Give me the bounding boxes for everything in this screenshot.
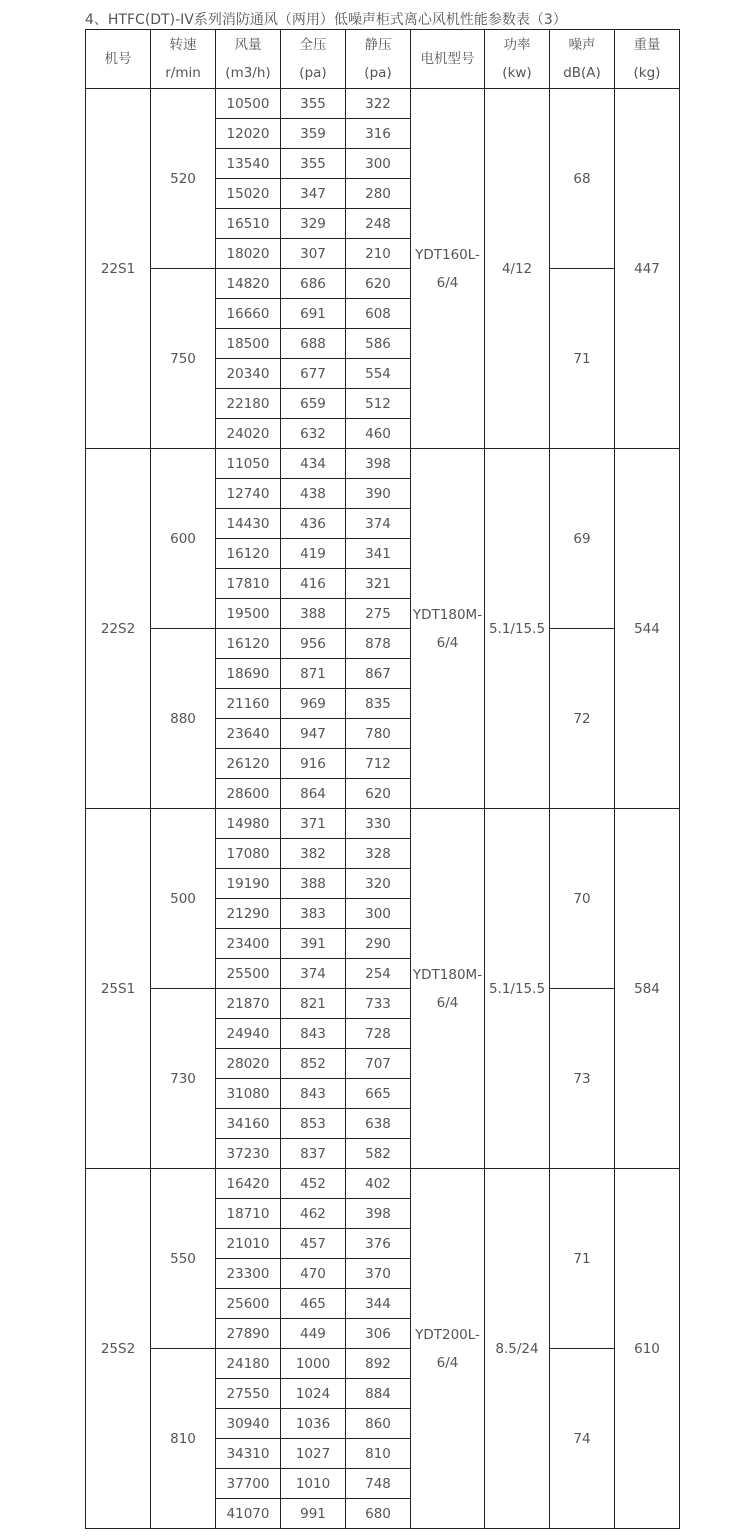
airflow-cell: 24940 <box>216 1019 281 1049</box>
total-pressure-cell: 1027 <box>281 1439 346 1469</box>
performance-table <box>85 29 680 1529</box>
static-pressure-cell: 328 <box>346 839 411 869</box>
airflow-cell: 14980 <box>216 809 281 839</box>
airflow-cell: 12740 <box>216 479 281 509</box>
total-pressure-cell: 843 <box>281 1079 346 1109</box>
total-pressure-cell: 359 <box>281 119 346 149</box>
airflow-cell: 16420 <box>216 1169 281 1199</box>
total-pressure-cell: 388 <box>281 869 346 899</box>
airflow-cell: 14430 <box>216 509 281 539</box>
airflow-cell: 24020 <box>216 419 281 449</box>
speed-cell: 750 <box>151 269 216 449</box>
airflow-cell: 18020 <box>216 239 281 269</box>
total-pressure-cell: 355 <box>281 149 346 179</box>
noise-cell: 73 <box>550 989 615 1169</box>
weight-cell: 544 <box>615 449 680 809</box>
static-pressure-cell: 290 <box>346 929 411 959</box>
motor-model-line2: 6/4 <box>436 1354 459 1371</box>
total-pressure-cell: 969 <box>281 689 346 719</box>
static-pressure-cell: 316 <box>346 119 411 149</box>
total-pressure-cell: 470 <box>281 1259 346 1289</box>
header-weight <box>615 30 680 89</box>
static-pressure-cell: 460 <box>346 419 411 449</box>
static-pressure-cell: 582 <box>346 1139 411 1169</box>
airflow-cell: 31080 <box>216 1079 281 1109</box>
static-pressure-cell: 638 <box>346 1109 411 1139</box>
airflow-cell: 25600 <box>216 1289 281 1319</box>
static-pressure-cell: 376 <box>346 1229 411 1259</box>
model-cell: 22S1 <box>86 89 151 449</box>
static-pressure-cell: 835 <box>346 689 411 719</box>
airflow-cell: 21870 <box>216 989 281 1019</box>
static-pressure-cell: 398 <box>346 449 411 479</box>
airflow-cell: 17080 <box>216 839 281 869</box>
header-static-pressure-label: 静压 <box>364 37 392 53</box>
airflow-cell: 11050 <box>216 449 281 479</box>
motor-model-line1: YDT160L- <box>415 246 480 263</box>
airflow-cell: 16660 <box>216 299 281 329</box>
static-pressure-cell: 707 <box>346 1049 411 1079</box>
airflow-cell: 25500 <box>216 959 281 989</box>
static-pressure-cell: 321 <box>346 569 411 599</box>
total-pressure-cell: 871 <box>281 659 346 689</box>
airflow-cell: 37230 <box>216 1139 281 1169</box>
speed-cell: 880 <box>151 629 216 809</box>
static-pressure-cell: 322 <box>346 89 411 119</box>
header-total-pressure-label: 全压 <box>299 37 327 53</box>
motor-cell <box>411 809 485 1169</box>
header-noise <box>550 30 615 89</box>
noise-cell: 68 <box>550 89 615 269</box>
airflow-cell: 16120 <box>216 539 281 569</box>
airflow-cell: 26120 <box>216 749 281 779</box>
airflow-cell: 41070 <box>216 1499 281 1529</box>
static-pressure-cell: 300 <box>346 899 411 929</box>
header-static-pressure-unit: (pa) <box>364 65 392 81</box>
speed-cell: 730 <box>151 989 216 1169</box>
static-pressure-cell: 810 <box>346 1439 411 1469</box>
total-pressure-cell: 438 <box>281 479 346 509</box>
airflow-cell: 23400 <box>216 929 281 959</box>
weight-cell: 610 <box>615 1169 680 1529</box>
motor-cell <box>411 89 485 449</box>
power-cell: 8.5/24 <box>485 1169 550 1529</box>
total-pressure-cell: 436 <box>281 509 346 539</box>
airflow-cell: 17810 <box>216 569 281 599</box>
weight-cell: 584 <box>615 809 680 1169</box>
header-static-pressure <box>346 30 411 89</box>
table-row <box>86 809 680 839</box>
total-pressure-cell: 1024 <box>281 1379 346 1409</box>
header-airflow-label: 风量 <box>234 37 262 53</box>
motor-cell <box>411 1169 485 1529</box>
noise-cell: 70 <box>550 809 615 989</box>
static-pressure-cell: 620 <box>346 779 411 809</box>
airflow-cell: 21290 <box>216 899 281 929</box>
airflow-cell: 18690 <box>216 659 281 689</box>
static-pressure-cell: 780 <box>346 719 411 749</box>
static-pressure-cell: 390 <box>346 479 411 509</box>
static-pressure-cell: 620 <box>346 269 411 299</box>
noise-cell: 74 <box>550 1349 615 1529</box>
header-model-label: 机号 <box>104 51 132 67</box>
motor-model-line2: 6/4 <box>436 994 459 1011</box>
total-pressure-cell: 956 <box>281 629 346 659</box>
total-pressure-cell: 452 <box>281 1169 346 1199</box>
airflow-cell: 23640 <box>216 719 281 749</box>
total-pressure-cell: 449 <box>281 1319 346 1349</box>
airflow-cell: 19500 <box>216 599 281 629</box>
airflow-cell: 10500 <box>216 89 281 119</box>
airflow-cell: 19190 <box>216 869 281 899</box>
total-pressure-cell: 371 <box>281 809 346 839</box>
motor-model-line1: YDT180M- <box>412 966 483 983</box>
motor-cell <box>411 449 485 809</box>
total-pressure-cell: 462 <box>281 1199 346 1229</box>
motor-model-line2: 6/4 <box>436 274 459 291</box>
motor-model-line1: YDT200L- <box>415 1326 480 1343</box>
header-total-pressure <box>281 30 346 89</box>
speed-cell: 550 <box>151 1169 216 1349</box>
airflow-cell: 20340 <box>216 359 281 389</box>
total-pressure-cell: 457 <box>281 1229 346 1259</box>
total-pressure-cell: 383 <box>281 899 346 929</box>
static-pressure-cell: 320 <box>346 869 411 899</box>
airflow-cell: 18500 <box>216 329 281 359</box>
header-airflow <box>216 30 281 89</box>
airflow-cell: 37700 <box>216 1469 281 1499</box>
static-pressure-cell: 398 <box>346 1199 411 1229</box>
static-pressure-cell: 344 <box>346 1289 411 1319</box>
total-pressure-cell: 419 <box>281 539 346 569</box>
header-airflow-unit: (m3/h) <box>225 65 271 81</box>
airflow-cell: 27890 <box>216 1319 281 1349</box>
static-pressure-cell: 680 <box>346 1499 411 1529</box>
table-row <box>86 269 680 299</box>
total-pressure-cell: 1010 <box>281 1469 346 1499</box>
static-pressure-cell: 608 <box>346 299 411 329</box>
total-pressure-cell: 329 <box>281 209 346 239</box>
static-pressure-cell: 254 <box>346 959 411 989</box>
power-cell: 4/12 <box>485 89 550 449</box>
total-pressure-cell: 374 <box>281 959 346 989</box>
speed-cell: 520 <box>151 89 216 269</box>
header-weight-label: 重量 <box>633 37 661 53</box>
static-pressure-cell: 728 <box>346 1019 411 1049</box>
total-pressure-cell: 391 <box>281 929 346 959</box>
header-power-unit: (kw) <box>502 65 532 81</box>
header-power <box>485 30 550 89</box>
total-pressure-cell: 1036 <box>281 1409 346 1439</box>
airflow-cell: 27550 <box>216 1379 281 1409</box>
total-pressure-cell: 434 <box>281 449 346 479</box>
static-pressure-cell: 330 <box>346 809 411 839</box>
airflow-cell: 28020 <box>216 1049 281 1079</box>
static-pressure-cell: 554 <box>346 359 411 389</box>
airflow-cell: 16120 <box>216 629 281 659</box>
total-pressure-cell: 388 <box>281 599 346 629</box>
model-cell: 25S2 <box>86 1169 151 1529</box>
static-pressure-cell: 748 <box>346 1469 411 1499</box>
airflow-cell: 24180 <box>216 1349 281 1379</box>
table-row <box>86 449 680 479</box>
airflow-cell: 28600 <box>216 779 281 809</box>
header-row <box>86 30 680 89</box>
header-noise-unit: dB(A) <box>563 65 601 81</box>
total-pressure-cell: 852 <box>281 1049 346 1079</box>
airflow-cell: 34310 <box>216 1439 281 1469</box>
table-row <box>86 989 680 1019</box>
table-row <box>86 1169 680 1199</box>
airflow-cell: 23300 <box>216 1259 281 1289</box>
total-pressure-cell: 355 <box>281 89 346 119</box>
total-pressure-cell: 347 <box>281 179 346 209</box>
noise-cell: 71 <box>550 269 615 449</box>
header-total-pressure-unit: (pa) <box>299 65 327 81</box>
table-row <box>86 1349 680 1379</box>
total-pressure-cell: 691 <box>281 299 346 329</box>
power-cell: 5.1/15.5 <box>485 449 550 809</box>
header-motor <box>411 30 485 89</box>
header-speed <box>151 30 216 89</box>
total-pressure-cell: 864 <box>281 779 346 809</box>
static-pressure-cell: 878 <box>346 629 411 659</box>
noise-cell: 69 <box>550 449 615 629</box>
total-pressure-cell: 465 <box>281 1289 346 1319</box>
static-pressure-cell: 586 <box>346 329 411 359</box>
total-pressure-cell: 947 <box>281 719 346 749</box>
total-pressure-cell: 659 <box>281 389 346 419</box>
model-cell: 22S2 <box>86 449 151 809</box>
airflow-cell: 30940 <box>216 1409 281 1439</box>
header-power-label: 功率 <box>503 37 531 53</box>
table-row <box>86 629 680 659</box>
table-row <box>86 89 680 119</box>
static-pressure-cell: 300 <box>346 149 411 179</box>
total-pressure-cell: 307 <box>281 239 346 269</box>
static-pressure-cell: 341 <box>346 539 411 569</box>
header-weight-unit: (kg) <box>633 65 661 81</box>
total-pressure-cell: 416 <box>281 569 346 599</box>
total-pressure-cell: 853 <box>281 1109 346 1139</box>
header-noise-label: 噪声 <box>568 37 596 53</box>
static-pressure-cell: 280 <box>346 179 411 209</box>
header-speed-unit: r/min <box>165 65 201 81</box>
airflow-cell: 34160 <box>216 1109 281 1139</box>
total-pressure-cell: 916 <box>281 749 346 779</box>
airflow-cell: 12020 <box>216 119 281 149</box>
total-pressure-cell: 382 <box>281 839 346 869</box>
static-pressure-cell: 512 <box>346 389 411 419</box>
motor-model-line2: 6/4 <box>436 634 459 651</box>
airflow-cell: 21160 <box>216 689 281 719</box>
speed-cell: 500 <box>151 809 216 989</box>
total-pressure-cell: 837 <box>281 1139 346 1169</box>
airflow-cell: 15020 <box>216 179 281 209</box>
power-cell: 5.1/15.5 <box>485 809 550 1169</box>
noise-cell: 72 <box>550 629 615 809</box>
speed-cell: 600 <box>151 449 216 629</box>
table-title: 4、HTFC(DT)-IV系列消防通风（两用）低噪声柜式离心风机性能参数表（3） <box>85 12 567 28</box>
model-cell: 25S1 <box>86 809 151 1169</box>
airflow-cell: 14820 <box>216 269 281 299</box>
static-pressure-cell: 370 <box>346 1259 411 1289</box>
weight-cell: 447 <box>615 89 680 449</box>
total-pressure-cell: 843 <box>281 1019 346 1049</box>
total-pressure-cell: 686 <box>281 269 346 299</box>
static-pressure-cell: 402 <box>346 1169 411 1199</box>
total-pressure-cell: 821 <box>281 989 346 1019</box>
static-pressure-cell: 275 <box>346 599 411 629</box>
header-model <box>86 30 151 89</box>
airflow-cell: 18710 <box>216 1199 281 1229</box>
airflow-cell: 13540 <box>216 149 281 179</box>
static-pressure-cell: 306 <box>346 1319 411 1349</box>
total-pressure-cell: 632 <box>281 419 346 449</box>
noise-cell: 71 <box>550 1169 615 1349</box>
total-pressure-cell: 1000 <box>281 1349 346 1379</box>
airflow-cell: 16510 <box>216 209 281 239</box>
static-pressure-cell: 867 <box>346 659 411 689</box>
static-pressure-cell: 733 <box>346 989 411 1019</box>
motor-model-line1: YDT180M- <box>412 606 483 623</box>
total-pressure-cell: 677 <box>281 359 346 389</box>
static-pressure-cell: 860 <box>346 1409 411 1439</box>
total-pressure-cell: 991 <box>281 1499 346 1529</box>
static-pressure-cell: 892 <box>346 1349 411 1379</box>
airflow-cell: 21010 <box>216 1229 281 1259</box>
static-pressure-cell: 210 <box>346 239 411 269</box>
airflow-cell: 22180 <box>216 389 281 419</box>
static-pressure-cell: 884 <box>346 1379 411 1409</box>
total-pressure-cell: 688 <box>281 329 346 359</box>
static-pressure-cell: 374 <box>346 509 411 539</box>
static-pressure-cell: 665 <box>346 1079 411 1109</box>
static-pressure-cell: 248 <box>346 209 411 239</box>
speed-cell: 810 <box>151 1349 216 1529</box>
header-motor-label: 电机型号 <box>420 51 475 67</box>
static-pressure-cell: 712 <box>346 749 411 779</box>
header-speed-label: 转速 <box>169 37 197 53</box>
